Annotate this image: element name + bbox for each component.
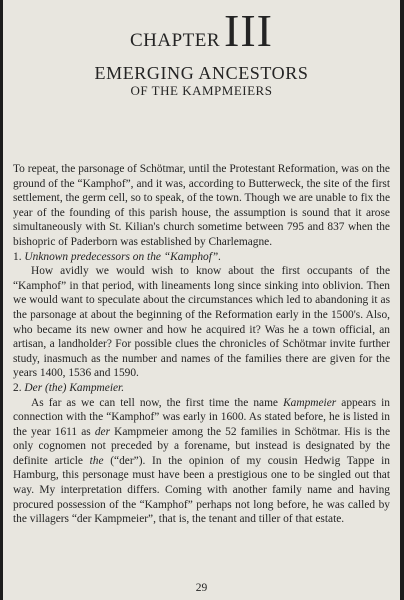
- paragraph-2: How avidly we would wish to know about the first occupants of the “Kamphof” in that period, with lineaments long since sinking into oblivion. Then we would want to speculate about the circumstances which led to abandoning it as the parsonage at about the beginning of the Reformation early in the 1500's. Also, who became its new owner and how he acquired it? Was he a town official, an artisan, a landholder? For possible clues the chronicles of Schötmar invite further study, inasmuch as the number and names of the families there are given for the years 1400, 1536 and 1590.: [13, 265, 390, 380]
- section-title-1: Unknown predecessors on the “Kamphof”.: [24, 250, 222, 263]
- body-text: [13, 162, 390, 527]
- chapter-word: CHAPTER: [129, 30, 221, 51]
- book-page: [3, 0, 400, 600]
- paragraph-3: [13, 396, 390, 527]
- paragraph-3-part-b: appears in connection with the “Kamphof” was early in 1600. As stated before, he is listed in the year 1611 as: [13, 396, 390, 438]
- section-heading-2: [13, 381, 390, 396]
- paragraph-3-italic-the: the: [89, 454, 104, 467]
- chapter-subtitle: OF THE KAMPMEIERS: [130, 83, 273, 98]
- paragraph-1: To repeat, the parsonage of Schötmar, until the Protestant Reformation, was on the ground of the “Kamphof”, and it was, according to Butterweck, the site of the first settlement, the germ cell, so to speak, of the town. Though we are unable to fix the year of the founding of this parish house, the assumption is sound that it arose simultaneously with St. Kilian's church sometime between 795 and 837 when the bishopric of Paderborn was established by Charlemagne.: [13, 163, 390, 248]
- paragraph-3-part-c: Kampmeier among the 52 families in Schötmar. His is the only cognomen not preceded by a forename, but instead is designated by the definite article: [13, 425, 390, 467]
- chapter-number: III: [224, 5, 274, 56]
- paragraph-3-part-d: (“der”). In the opinion of my cousin Hedwig Tappe in Hamburg, this personage must have been a prestigious one to be singled out that way. My interpretation differs. Coming with another family name and having procured possession of the “Kamphof” perhaps not long before, he was called by the villagers “der Kampmeier”, that is, the tenant and tiller of that estate.: [13, 454, 390, 526]
- page-number: 29: [195, 582, 208, 594]
- chapter-heading: [3, 5, 400, 56]
- section-title-2: Der (the) Kampmeier.: [24, 381, 125, 394]
- paragraph-3-italic-kampmeier: Kampmeier: [283, 396, 337, 409]
- chapter-title: EMERGING ANCESTORS: [94, 63, 309, 83]
- paragraph-3-italic-der: der: [94, 425, 111, 438]
- paragraph-3-part-a: As far as we can tell now, the first time the name: [31, 396, 284, 409]
- section-number-1: 1.: [13, 250, 22, 263]
- section-number-2: 2.: [13, 381, 22, 394]
- section-heading-1: [13, 250, 390, 265]
